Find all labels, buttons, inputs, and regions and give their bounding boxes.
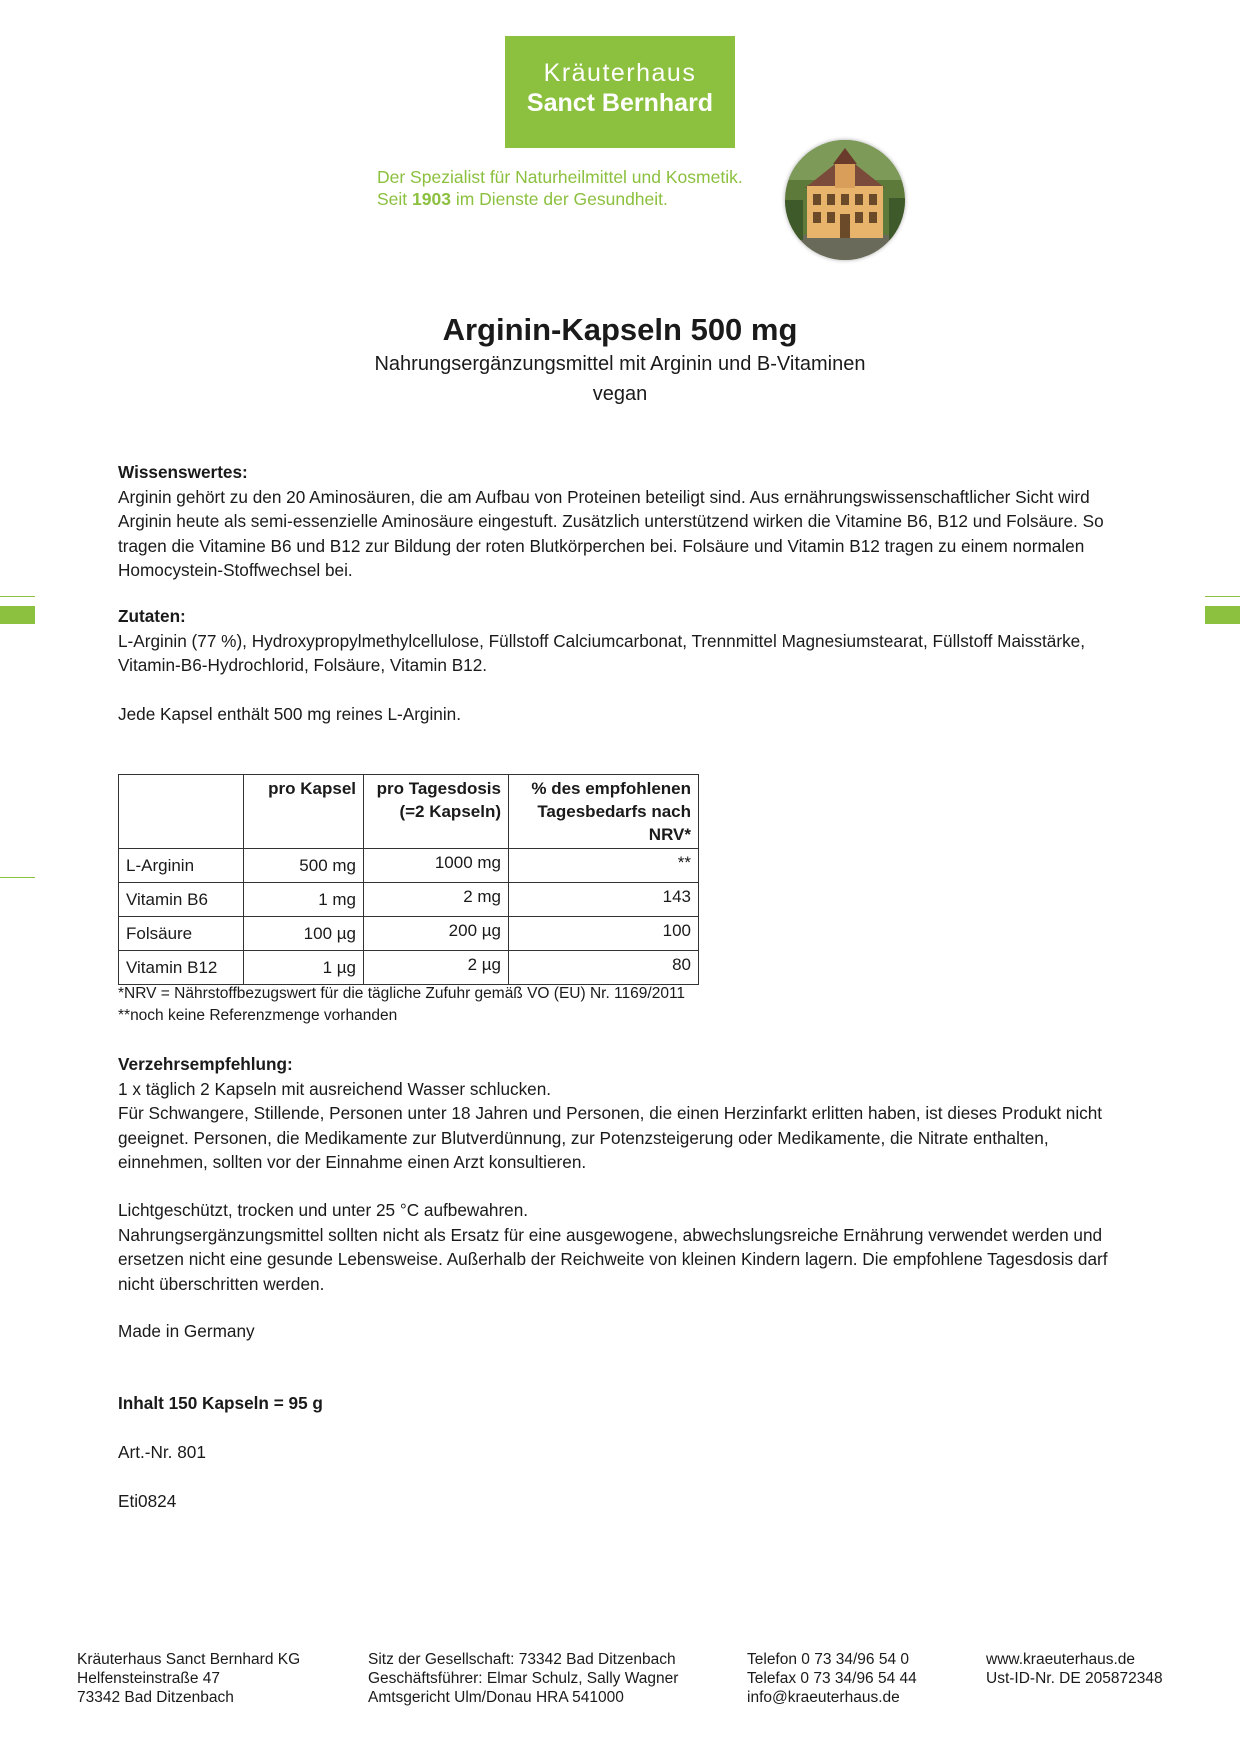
footer-line: Telefon 0 73 34/96 54 0 (747, 1651, 910, 1668)
storage-text: Nahrungsergänzungsmittel sollten nicht als Ersatz für eine ausgewogene, abwechslungsreiche Ernährung verwendet werden und ersetzen nicht eine gesunde Lebensweise. Außerhalb der Reichweite von kleinen Kindern lagern. Die empfohlene Tagesdosis darf nicht überschritten werden. (118, 1224, 1108, 1294)
table-cell: 500 mg (244, 849, 364, 883)
tagline-year: 1903 (412, 189, 451, 209)
brand-logo (505, 36, 735, 148)
product-subtitle: Nahrungsergänzungsmittel mit Arginin und B-Vitaminen (374, 353, 866, 375)
table-cell: 80 (509, 951, 699, 985)
fold-mark-left-block (0, 606, 35, 624)
footer-legal (368, 1650, 678, 1707)
footer-company (77, 1650, 300, 1707)
verzehr-section (118, 1052, 1128, 1175)
footer-line: Kräuterhaus Sanct Bernhard KG (77, 1651, 301, 1668)
table-cell: 1 µg (244, 951, 364, 985)
table-cell: 2 µg (364, 951, 509, 985)
product-title: Arginin-Kapseln 500 mg (442, 312, 798, 347)
table-row (119, 849, 699, 883)
table-header-row (119, 775, 699, 849)
table-cell: 143 (509, 883, 699, 917)
footer-line: Helfensteinstraße 47 (77, 1670, 221, 1687)
tagline (377, 166, 743, 210)
table-header-cell (119, 775, 244, 849)
table-header-cell: pro Tagesdosis (=2 Kapseln) (364, 775, 509, 849)
fold-mark-left-top (0, 596, 35, 597)
fold-mark-right-block (1205, 606, 1240, 624)
footer-line: Amtsgericht Ulm/Donau HRA 541000 (368, 1689, 624, 1706)
table-cell: 2 mg (364, 883, 509, 917)
table-cell: 200 µg (364, 917, 509, 951)
storage-section (118, 1198, 1128, 1296)
zutaten-heading: Zutaten: (118, 606, 186, 626)
content-text: Inhalt 150 Kapseln = 95 g (118, 1393, 323, 1413)
table-cell: Folsäure (119, 917, 244, 951)
zutaten-text: L-Arginin (77 %), Hydroxypropylmethylcellulose, Füllstoff Calciumcarbonat, Trennmittel Magnesiumstearat, Füllstoff Maisstärke, Vitamin-B6-Hydrochlorid, Folsäure, Vitamin B12. (118, 630, 1086, 675)
footer-email[interactable]: info@kraeuterhaus.de (747, 1689, 900, 1706)
logo-line-1: Kräuterhaus (543, 59, 697, 87)
storage-line-1: Lichtgeschützt, trocken und unter 25 °C aufbewahren. (118, 1200, 529, 1220)
wissenswertes-heading: Wissenswertes: (118, 462, 248, 482)
table-row (119, 951, 699, 985)
fold-mark-left-bottom (0, 877, 35, 878)
capsule-note: Jede Kapsel enthält 500 mg reines L-Arginin. (118, 704, 462, 724)
label-code: Eti0824 (118, 1491, 177, 1511)
product-tag: vegan (592, 383, 648, 405)
origin-text: Made in Germany (118, 1321, 255, 1341)
table-cell: 100 µg (244, 917, 364, 951)
footer-website-link[interactable]: www.kraeuterhaus.de (986, 1651, 1136, 1668)
verzehr-line-1: 1 x täglich 2 Kapseln mit ausreichend Wasser schlucken. (118, 1078, 552, 1099)
article-number: Art.-Nr. 801 (118, 1442, 206, 1462)
table-row (119, 917, 699, 951)
footer-line: 73342 Bad Ditzenbach (77, 1689, 234, 1706)
building-photo (785, 140, 905, 260)
footer-line: Sitz der Gesellschaft: 73342 Bad Ditzenbach (368, 1651, 676, 1668)
table-header-cell: % des empfohlenen Tagesbedarfs nach NRV* (509, 775, 699, 849)
verzehr-heading: Verzehrsempfehlung: (118, 1054, 293, 1074)
footer-web (986, 1650, 1163, 1688)
tagline-line-1: Der Spezialist für Naturheilmittel und Kosmetik. (377, 167, 743, 187)
verzehr-text: Für Schwangere, Stillende, Personen unter 18 Jahren und Personen, die einen Herzinfarkt erlitten haben, ist dieses Produkt nicht geeignet. Personen, die Medikamente zur Blutverdünnung, zur Potenzsteigerung oder Medikamente, die Nitrate enthalten, einnehmen, sollten vor der Einnahme einen Arzt konsultieren. (118, 1103, 1103, 1172)
footer-line: Telefax 0 73 34/96 54 44 (747, 1670, 917, 1687)
logo-line-2: Sanct Bernhard (526, 89, 714, 117)
table-footnote-2: **noch keine Referenzmenge vorhanden (118, 1007, 398, 1024)
table-cell: 100 (509, 917, 699, 951)
table-row (119, 883, 699, 917)
table-cell: 1 mg (244, 883, 364, 917)
table-cell: Vitamin B12 (119, 951, 244, 985)
table-cell: 1000 mg (364, 849, 509, 883)
wissenswertes-text: Arginin gehört zu den 20 Aminosäuren, die am Aufbau von Proteinen beteiligt sind. Aus ernährungswissenschaftlicher Sicht wird Arginin heute als semi-essenzielle Aminosäure eingestuft. Zusätzlich unterstützend wirken die Vitamine B6, B12 und Folsäure. So tragen die Vitamine B6 und B12 zur Bildung der roten Blutkörperchen bei. Folsäure und Vitamin B12 tragen zu einem normalen Homocystein-Stoffwechsel bei. (118, 486, 1104, 580)
table-footnote-1: *NRV = Nährstoffbezugswert für die tägliche Zufuhr gemäß VO (EU) Nr. 1169/2011 (118, 985, 686, 1002)
zutaten-section (118, 604, 1128, 678)
footer-line: Ust-ID-Nr. DE 205872348 (986, 1670, 1163, 1687)
fold-mark-right-top (1205, 596, 1240, 597)
footer-contact (747, 1650, 917, 1707)
tagline-line-2: Seit 1903 im Dienste der Gesundheit. (377, 189, 668, 209)
table-header-cell: pro Kapsel (244, 775, 364, 849)
table-cell: ** (509, 849, 699, 883)
wissenswertes-section (118, 460, 1128, 583)
table-cell: Vitamin B6 (119, 883, 244, 917)
nutrition-table (118, 774, 699, 985)
table-cell: L-Arginin (119, 849, 244, 883)
footer-line: Geschäftsführer: Elmar Schulz, Sally Wagner (368, 1670, 679, 1687)
